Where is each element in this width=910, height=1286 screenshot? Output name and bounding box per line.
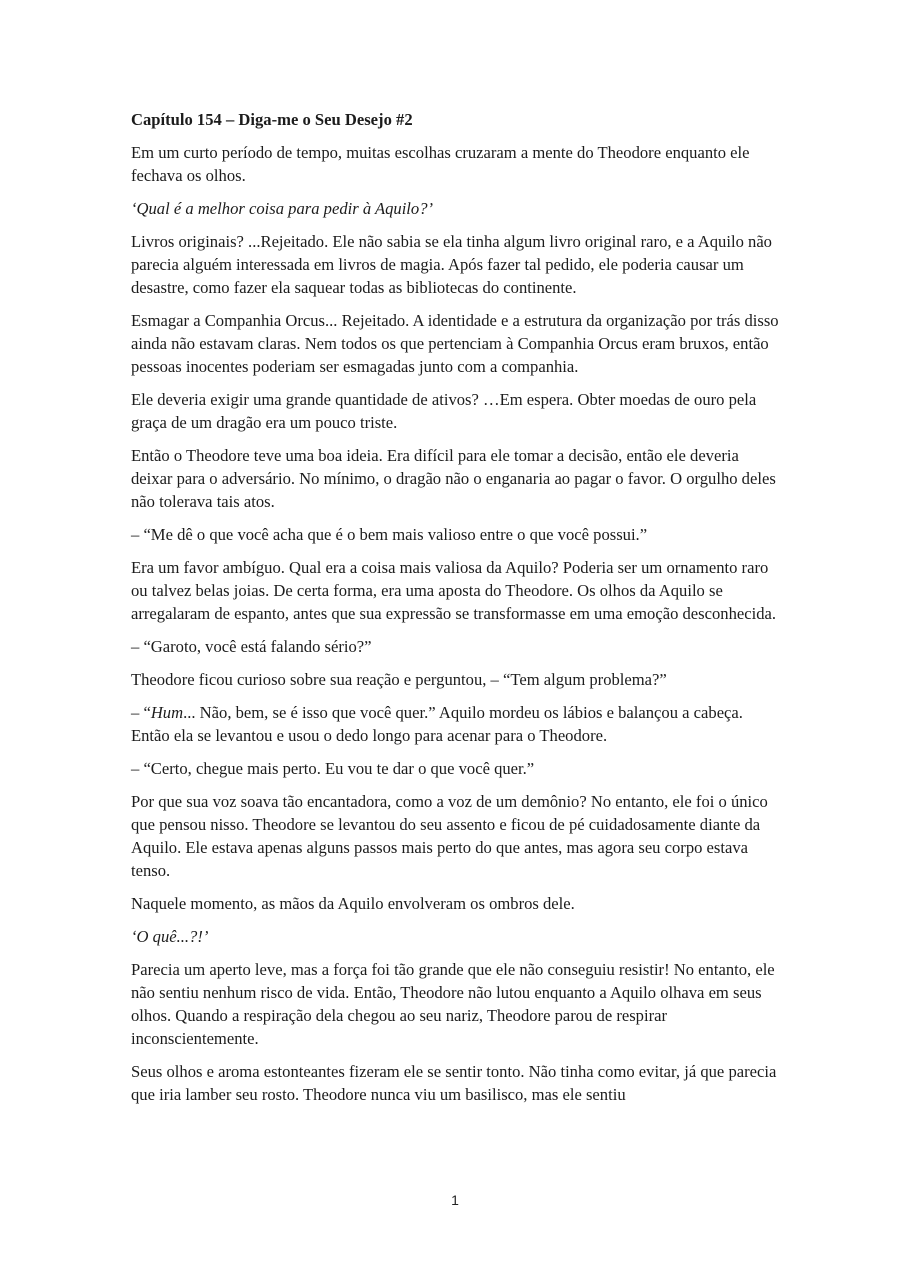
dialogue-line (131, 701, 783, 747)
paragraph: Naquele momento, as mãos da Aquilo envolveram os ombros dele. (131, 894, 575, 913)
paragraph: Livros originais? ...Rejeitado. Ele não sabia se ela tinha algum livro original raro, e a Aquilo não parecia alguém interessada em livros de magia. Após fazer tal pedido, ele poderia causar um desastre, como fazer ela saquear todas as bibliotecas do continente. (131, 232, 772, 297)
paragraph: Seus olhos e aroma estonteantes fizeram ele se sentir tonto. Não tinha como evitar, já que parecia que iria lamber seu rosto. Theodore nunca viu um basilisco, mas ele sentiu (131, 1062, 777, 1104)
paragraph: Então o Theodore teve uma boa ideia. Era difícil para ele tomar a decisão, então ele deveria deixar para o adversário. No mínimo, o dragão não o enganaria ao pagar o favor. O orgulho deles não tolerava tais atos. (131, 446, 776, 511)
inner-thought: ‘O quê...?!’ (131, 927, 209, 946)
dialogue-line: – “Certo, chegue mais perto. Eu vou te dar o que você quer.” (131, 759, 535, 778)
dialogue-line: – “Garoto, você está falando sério?” (131, 637, 372, 656)
chapter-title: Capítulo 154 – Diga-me o Seu Desejo #2 (131, 110, 413, 129)
page-number: 1 (451, 1192, 459, 1208)
dialogue-prefix: – “ (131, 703, 151, 722)
paragraph: Por que sua voz soava tão encantadora, como a voz de um demônio? No entanto, ele foi o único que pensou nisso. Theodore se levantou do seu assento e ficou de pé cuidadosamente diante da Aquilo. Ele estava apenas alguns passos mais perto do que antes, mas agora seu corpo estava tenso. (131, 792, 768, 880)
paragraph: Theodore ficou curioso sobre sua reação e perguntou, – “Tem algum problema?” (131, 670, 667, 689)
dialogue-emphasis: Hum (150, 703, 184, 722)
paragraph: Ele deveria exigir uma grande quantidade de ativos? …Em espera. Obter moedas de ouro pela graça de um dragão era um pouco triste. (131, 390, 757, 432)
paragraph: Era um favor ambíguo. Qual era a coisa mais valiosa da Aquilo? Poderia ser um ornamento raro ou talvez belas joias. De certa forma, era uma aposta do Theodore. Os olhos da Aquilo se arregalaram de espanto, antes que sua expressão se transformasse em uma emoção desconhecida. (131, 558, 777, 623)
paragraph: Esmagar a Companhia Orcus... Rejeitado. A identidade e a estrutura da organização por trás disso ainda não estavam claras. Nem todos os que pertenciam à Companhia Orcus eram bruxos, então pessoas inocentes poderiam ser esmagadas junto com a companhia. (131, 311, 779, 376)
inner-thought: ‘Qual é a melhor coisa para pedir à Aquilo?’ (131, 199, 434, 218)
paragraph: Parecia um aperto leve, mas a força foi tão grande que ele não conseguiu resistir! No entanto, ele não sentiu nenhum risco de vida. Então, Theodore não lutou enquanto a Aquilo olhava em seus olhos. Quando a respiração dela chegou ao seu nariz, Theodore parou de respirar inconscientemente. (131, 960, 775, 1048)
dialogue-line: – “Me dê o que você acha que é o bem mais valioso entre o que você possui.” (131, 525, 648, 544)
document-body (131, 108, 783, 1116)
paragraph: Em um curto período de tempo, muitas escolhas cruzaram a mente do Theodore enquanto ele fechava os olhos. (131, 143, 750, 185)
dialogue-rest: ... Não, bem, se é isso que você quer.” Aquilo mordeu os lábios e balançou a cabeça. Então ela se levantou e usou o dedo longo para acenar para o Theodore. (131, 703, 743, 745)
